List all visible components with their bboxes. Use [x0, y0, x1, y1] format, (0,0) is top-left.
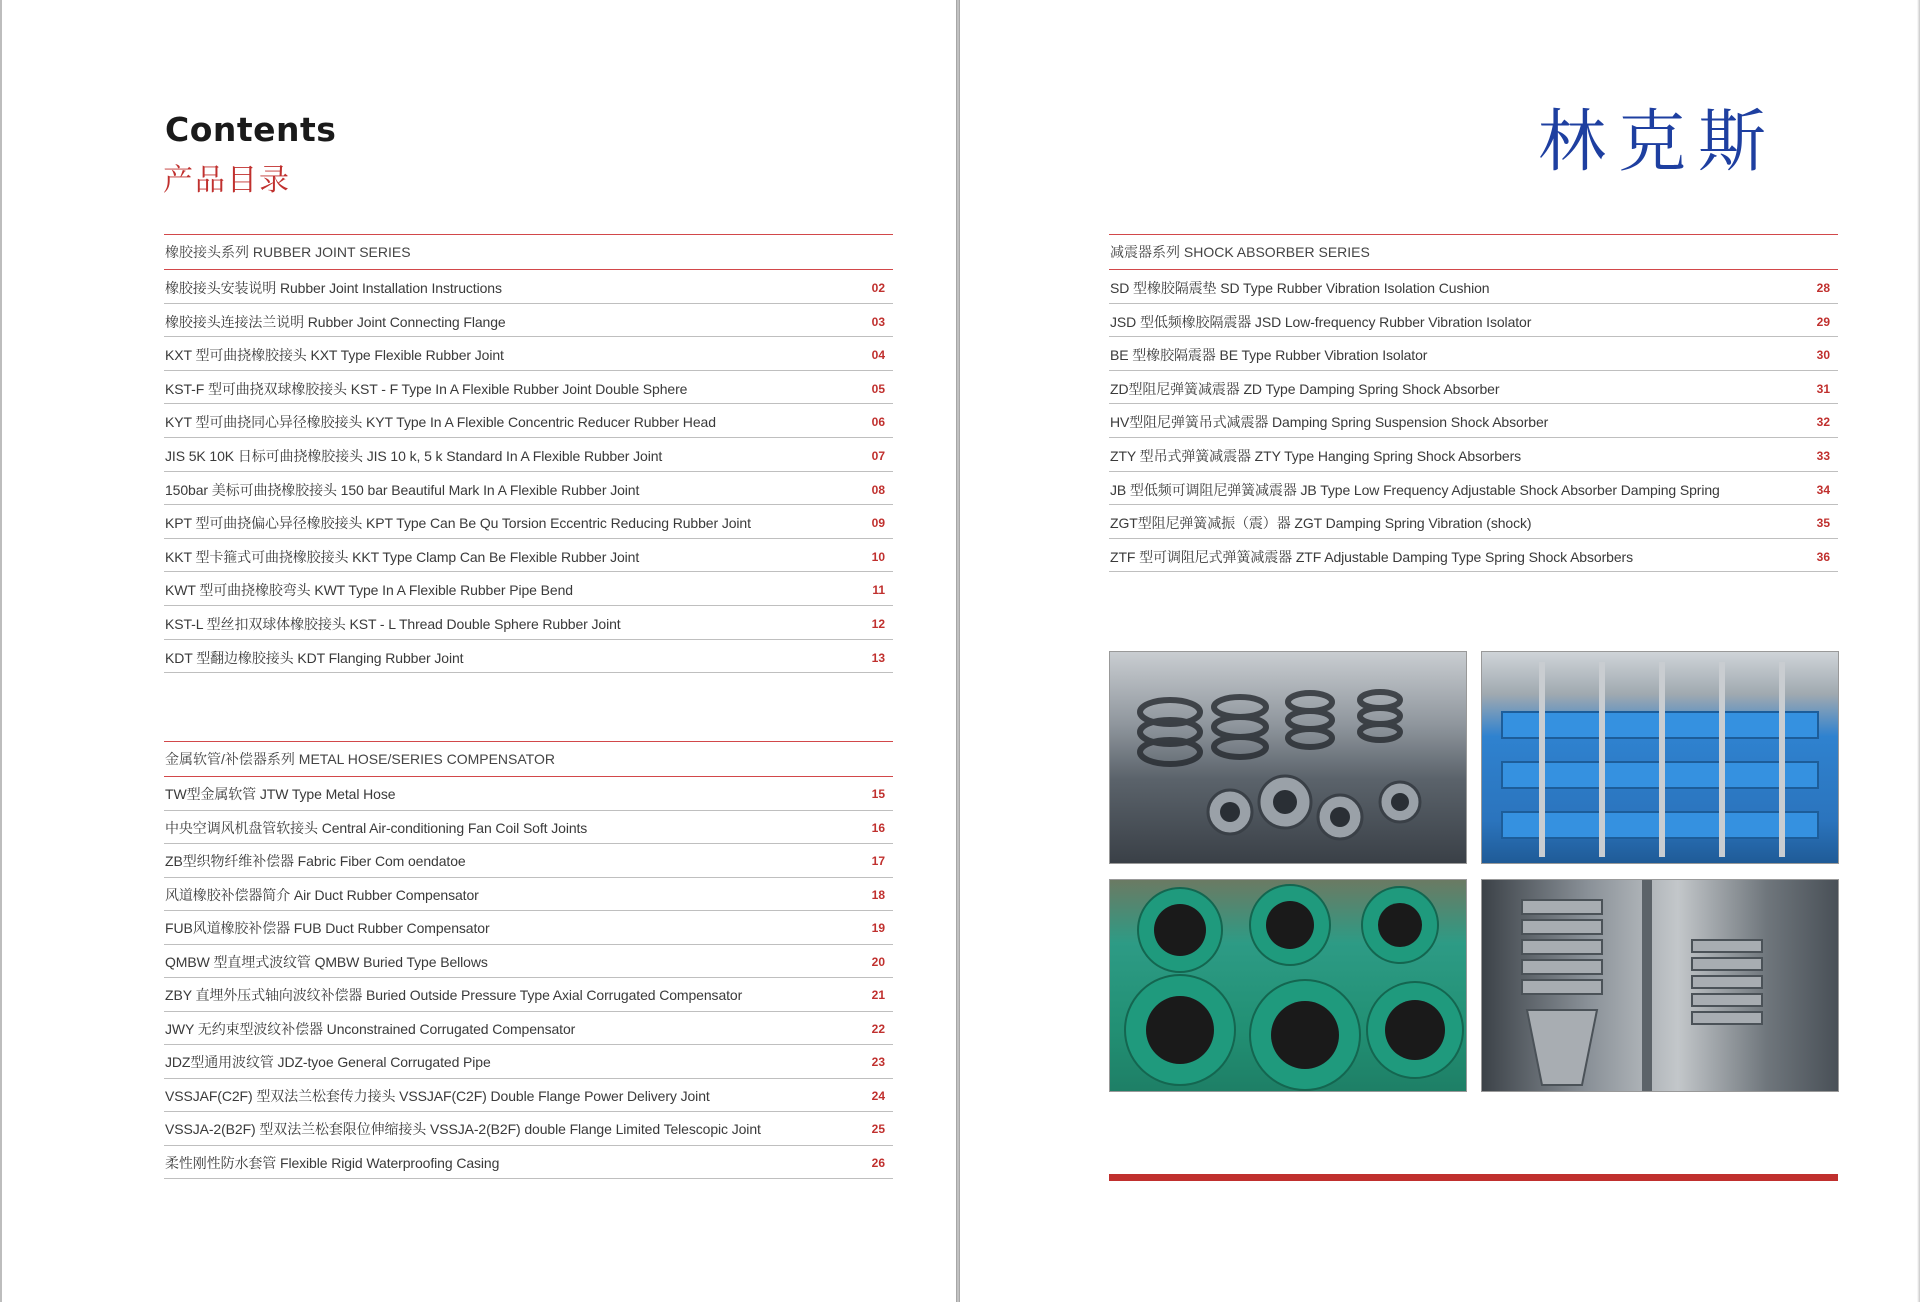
toc-row[interactable]: [1109, 505, 1838, 539]
toc-list: [164, 270, 893, 673]
toc-label: ZTY 型吊式弹簧减震器 ZTY Type Hanging Spring Shock Absorbers: [1110, 447, 1522, 464]
photo-rubber-joints-stack: [1109, 651, 1467, 864]
toc-row[interactable]: [164, 472, 893, 506]
section-heading: 橡胶接头系列 RUBBER JOINT SERIES: [164, 234, 893, 270]
rubber-joint-section: [164, 234, 893, 673]
toc-row[interactable]: [164, 911, 893, 945]
toc-page-number: 30: [1816, 348, 1830, 363]
toc-label: KXT 型可曲挠橡胶接头 KXT Type Flexible Rubber Joint: [165, 347, 504, 364]
toc-row[interactable]: [164, 777, 893, 811]
toc-row[interactable]: [164, 878, 893, 912]
toc-page-number: 33: [1816, 448, 1830, 463]
toc-label: JDZ型通用波纹管 JDZ-tyoe General Corrugated Pipe: [165, 1054, 491, 1070]
shock-absorber-section: [1109, 234, 1838, 572]
toc-row[interactable]: [164, 978, 893, 1012]
toc-row[interactable]: [164, 1079, 893, 1113]
book-spine: [956, 0, 960, 1302]
toc-page-number: 18: [871, 887, 885, 902]
toc-page-number: 29: [1816, 314, 1830, 329]
toc-label: 橡胶接头安装说明 Rubber Joint Installation Instructions: [165, 280, 502, 296]
toc-row[interactable]: [1109, 270, 1838, 304]
section-heading: 减震器系列 SHOCK ABSORBER SERIES: [1109, 234, 1838, 270]
toc-label: KPT 型可曲挠偏心异径橡胶接头 KPT Type Can Be Qu Torsion Eccentric Reducing Rubber Joint: [165, 515, 751, 532]
toc-page-number: 26: [871, 1155, 885, 1170]
toc-label: KDT 型翻边橡胶接头 KDT Flanging Rubber Joint: [165, 649, 464, 666]
toc-page-number: 24: [871, 1088, 885, 1103]
page-title: Contents: [165, 110, 337, 149]
toc-label: JIS 5K 10K 日标可曲挠橡胶接头 JIS 10 k, 5 k Standard In A Flexible Rubber Joint: [165, 447, 663, 464]
toc-row[interactable]: [164, 438, 893, 472]
toc-row[interactable]: [164, 606, 893, 640]
toc-row[interactable]: [164, 1012, 893, 1046]
accent-bar: [1109, 1174, 1838, 1181]
toc-page-number: 20: [871, 954, 885, 969]
toc-label: KKT 型卡箍式可曲挠橡胶接头 KKT Type Clamp Can Be Flexible Rubber Joint: [165, 548, 640, 565]
toc-page-number: 07: [871, 448, 885, 463]
toc-row[interactable]: [164, 539, 893, 573]
toc-page-number: 12: [871, 616, 885, 631]
toc-label: ZTF 型可调阻尼式弹簧减震器 ZTF Adjustable Damping Type Spring Shock Absorbers: [1110, 548, 1633, 565]
left-page: [0, 0, 956, 1302]
toc-page-number: 15: [871, 787, 885, 801]
toc-page-number: 03: [871, 314, 885, 329]
toc-row[interactable]: [164, 505, 893, 539]
toc-label: 风道橡胶补偿器简介 Air Duct Rubber Compensator: [165, 886, 479, 903]
toc-page-number: 16: [871, 820, 885, 835]
toc-page-number: 02: [871, 281, 885, 295]
toc-page-number: 06: [871, 415, 885, 430]
toc-row[interactable]: [164, 640, 893, 674]
toc-row[interactable]: [164, 371, 893, 405]
toc-list: [1109, 270, 1838, 572]
toc-page-number: 10: [871, 549, 885, 564]
toc-page-number: 31: [1816, 381, 1830, 396]
toc-page-number: 32: [1816, 415, 1830, 430]
toc-list: [164, 777, 893, 1179]
toc-page-number: 17: [871, 854, 885, 868]
toc-label: 橡胶接头连接法兰说明 Rubber Joint Connecting Flange: [165, 313, 506, 330]
toc-page-number: 21: [871, 988, 885, 1002]
toc-row[interactable]: [1109, 438, 1838, 472]
toc-page-number: 05: [871, 381, 885, 396]
toc-label: HV型阻尼弹簧吊式减震器 Damping Spring Suspension Shock Absorber: [1110, 414, 1549, 431]
toc-row[interactable]: [164, 1112, 893, 1146]
toc-row[interactable]: [164, 404, 893, 438]
rubber-joints-illustration: [1110, 652, 1466, 863]
toc-page-number: 23: [871, 1055, 885, 1069]
toc-row[interactable]: [1109, 304, 1838, 338]
toc-label: ZGT型阻尼弹簧减振（震）器 ZGT Damping Spring Vibration (shock): [1110, 515, 1532, 532]
toc-label: 150bar 美标可曲挠橡胶接头 150 bar Beautiful Mark In A Flexible Rubber Joint: [165, 481, 640, 498]
toc-label: 柔性刚性防水套管 Flexible Rigid Waterproofing Casing: [165, 1154, 500, 1171]
photo-blue-flange-joints: [1481, 651, 1839, 864]
toc-page-number: 11: [872, 583, 885, 598]
toc-row[interactable]: [164, 1146, 893, 1180]
metal-hose-section: [164, 741, 893, 1179]
toc-row[interactable]: [1109, 337, 1838, 371]
toc-row[interactable]: [1109, 472, 1838, 506]
toc-label: FUB风道橡胶补偿器 FUB Duct Rubber Compensator: [165, 920, 490, 936]
bellows-illustration: [1482, 880, 1838, 1091]
toc-label: JSD 型低频橡胶隔震器 JSD Low-frequency Rubber Vibration Isolator: [1110, 313, 1532, 330]
toc-row[interactable]: [164, 945, 893, 979]
toc-label: JWY 无约束型波纹补偿器 Unconstrained Corrugated Compensator: [165, 1020, 576, 1037]
toc-row[interactable]: [164, 304, 893, 338]
toc-label: ZB型织物纤维补偿器 Fabric Fiber Com oendatoe: [165, 853, 466, 869]
toc-page-number: 35: [1816, 516, 1830, 531]
toc-label: TW型金属软管 JTW Type Metal Hose: [165, 786, 396, 802]
toc-row[interactable]: [164, 811, 893, 845]
toc-page-number: 25: [871, 1122, 885, 1136]
toc-row[interactable]: [164, 1045, 893, 1079]
toc-page-number: 13: [871, 650, 885, 665]
toc-label: ZD型阻尼弹簧减震器 ZD Type Damping Spring Shock Absorber: [1110, 380, 1500, 397]
toc-page-number: 36: [1816, 549, 1830, 564]
toc-page-number: 09: [871, 516, 885, 531]
toc-label: KST-F 型可曲挠双球橡胶接头 KST - F Type In A Flexible Rubber Joint Double Sphere: [165, 380, 688, 397]
toc-label: KYT 型可曲挠同心异径橡胶接头 KYT Type In A Flexible Concentric Reducer Rubber Head: [165, 414, 716, 431]
toc-row[interactable]: [1109, 371, 1838, 405]
toc-page-number: 22: [871, 1021, 885, 1036]
flange-joint-illustration: [1482, 652, 1838, 863]
photo-metal-bellows: [1481, 879, 1839, 1092]
toc-page-number: 08: [871, 482, 885, 497]
toc-label: BE 型橡胶隔震器 BE Type Rubber Vibration Isolator: [1110, 347, 1428, 364]
toc-label: KST-L 型丝扣双球体橡胶接头 KST - L Thread Double Sphere Rubber Joint: [165, 615, 621, 632]
section-heading: 金属软管/补偿器系列 METAL HOSE/SERIES COMPENSATOR: [164, 741, 893, 777]
toc-label: VSSJAF(C2F) 型双法兰松套传力接头 VSSJAF(C2F) Double Flange Power Delivery Joint: [165, 1087, 710, 1104]
toc-page-number: 28: [1816, 281, 1830, 295]
brand-logo: 林克斯: [1538, 103, 1779, 182]
toc-label: VSSJA-2(B2F) 型双法兰松套限位伸缩接头 VSSJA-2(B2F) double Flange Limited Telescopic Joint: [165, 1121, 761, 1137]
page-subtitle: 产品目录: [163, 164, 291, 197]
toc-label: QMBW 型直埋式波纹管 QMBW Buried Type Bellows: [165, 953, 488, 970]
green-joints-illustration: [1110, 880, 1466, 1091]
toc-label: KWT 型可曲挠橡胶弯头 KWT Type In A Flexible Rubber Pipe Bend: [165, 582, 573, 599]
toc-page-number: 19: [871, 921, 885, 935]
toc-label: ZBY 直埋外压式轴向波纹补偿器 Buried Outside Pressure Type Axial Corrugated Compensator: [165, 987, 743, 1003]
toc-page-number: 04: [871, 348, 885, 363]
toc-row[interactable]: [164, 572, 893, 606]
toc-row[interactable]: [1109, 404, 1838, 438]
toc-row[interactable]: [164, 337, 893, 371]
toc-row[interactable]: [164, 270, 893, 304]
toc-page-number: 34: [1816, 482, 1830, 497]
toc-label: SD 型橡胶隔震垫 SD Type Rubber Vibration Isolation Cushion: [1110, 280, 1490, 296]
photo-green-rubber-joints: [1109, 879, 1467, 1092]
toc-label: JB 型低频可调阻尼弹簧减震器 JB Type Low Frequency Adjustable Shock Absorber Damping Spring: [1110, 481, 1720, 498]
toc-row[interactable]: [164, 844, 893, 878]
toc-label: 中央空调风机盘管软接头 Central Air-conditioning Fan Coil Soft Joints: [165, 819, 588, 836]
toc-row[interactable]: [1109, 539, 1838, 573]
